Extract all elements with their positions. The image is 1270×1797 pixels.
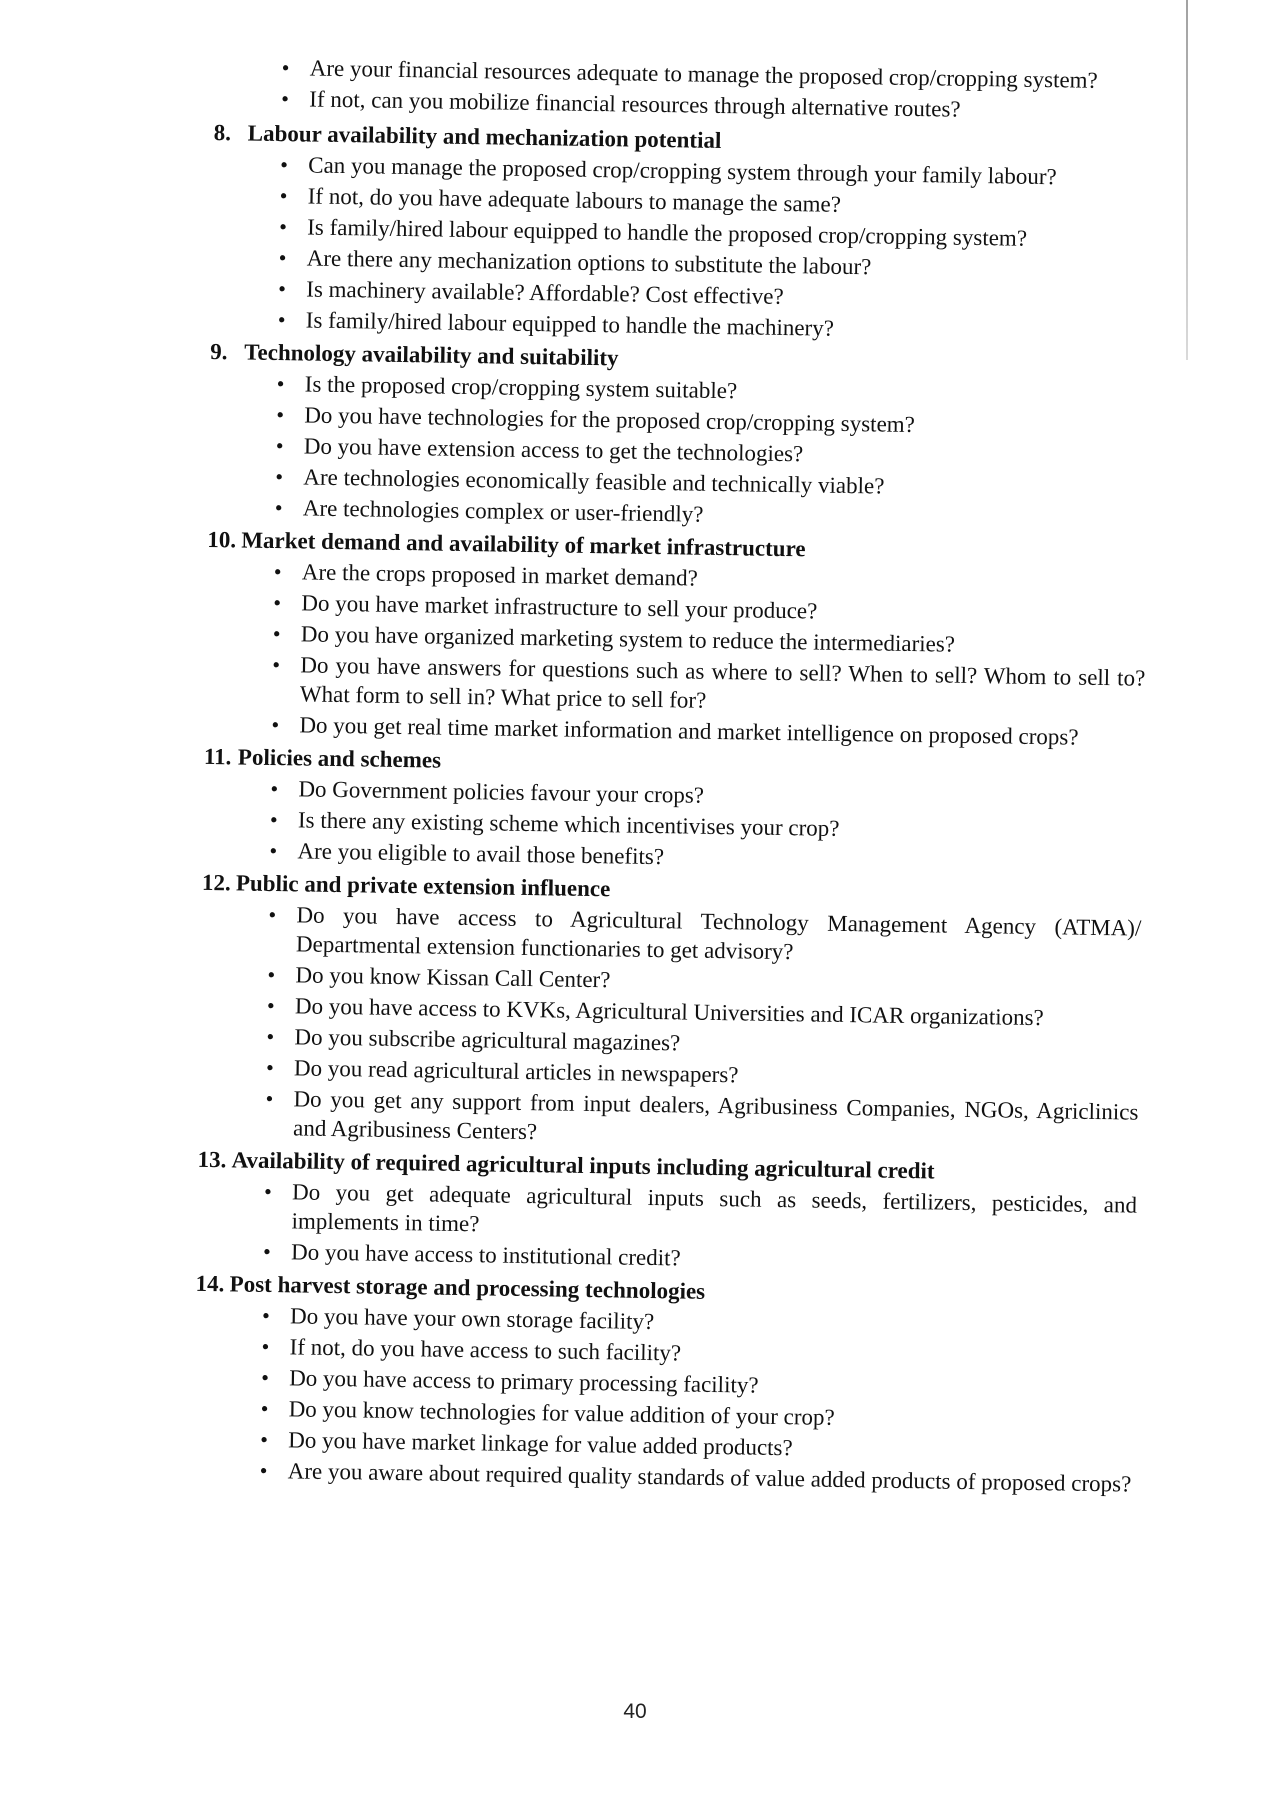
section-number: 10. (207, 526, 237, 553)
list-item: • Do you have your own storage facility? (290, 1301, 1135, 1343)
list-item: • If not, do you have access to such facility? (289, 1332, 1134, 1374)
list-item: • If not, do you have adequate labours to manage the same? (308, 181, 1153, 223)
section-market (204, 525, 1147, 753)
bullet-list (204, 556, 1147, 753)
section-labour (211, 118, 1154, 348)
list-item: • Do you read agricultural articles in newspapers? (294, 1053, 1139, 1095)
section-number: 9. (210, 338, 228, 365)
list-item: • Is the proposed crop/cropping system suitable? (305, 369, 1150, 411)
list-item: • Do you subscribe agricultural magazines? (294, 1022, 1139, 1064)
section-title: Post harvest storage and processing technologies (229, 1271, 706, 1304)
list-item: • Do you have market infrastructure to sell your produce? (301, 588, 1146, 630)
bullet-list (193, 1300, 1136, 1499)
list-item: • Are your financial resources adequate to manage the proposed crop/cropping system? (310, 53, 1155, 95)
bullet-list (198, 899, 1142, 1156)
bullet-list (211, 149, 1154, 348)
page-content (192, 52, 1154, 1503)
section-title: Market demand and availability of market infrastructure (241, 527, 806, 562)
section-number: 12. (201, 869, 231, 896)
list-item: • Do you have technologies for the proposed crop/cropping system? (304, 400, 1149, 442)
section-number: 8. (213, 119, 232, 146)
list-item: • Are there any mechanization options to substitute the labour? (307, 243, 1152, 285)
section-title: Public and private extension influence (235, 870, 611, 902)
list-item: • Do Government policies favour your crops? (298, 774, 1143, 816)
section-title: Technology availability and suitability (244, 339, 619, 371)
list-item: • Are technologies economically feasible and technically viable? (303, 462, 1148, 504)
list-item: • Are the crops proposed in market demand? (302, 557, 1147, 599)
section-title: Availability of required agricultural inputs including agricultural credit (231, 1147, 935, 1184)
list-item: • Do you have access to Agricultural Technology Management Agency (ATMA)/ Departmental extension functionaries to get advisory? (296, 900, 1142, 971)
section-number: 14. (195, 1270, 225, 1297)
section-policies (202, 742, 1144, 879)
list-item: • Do you know Kissan Call Center? (295, 960, 1140, 1002)
bullet-list (202, 773, 1143, 879)
list-item: • Do you get any support from input dealers, Agribusiness Companies, NGOs, Agriclinics and Agribusiness Centers? (293, 1084, 1139, 1155)
page-number: 40 (623, 1700, 647, 1723)
section-number: 11. (203, 743, 232, 770)
list-item: • Is family/hired labour equipped to handle the machinery? (306, 305, 1151, 347)
section-extension (198, 868, 1142, 1156)
section-title: Labour availability and mechanization potential (247, 120, 722, 153)
list-item: • Do you have access to institutional credit? (291, 1237, 1136, 1279)
list-item: • Do you get real time market information and market intelligence on proposed crops? (299, 710, 1144, 752)
section-post-harvest (193, 1269, 1136, 1499)
list-item: • If not, can you mobilize financial resources through alternative routes? (309, 84, 1154, 126)
list-item: • Is family/hired labour equipped to handle the proposed crop/cropping system? (307, 212, 1152, 254)
list-item: • Is machinery available? Affordable? Cost effective? (306, 274, 1151, 316)
list-item: • Are technologies complex or user-friendly? (303, 493, 1148, 535)
list-item: • Do you have access to KVKs, Agricultural Universities and ICAR organizations? (295, 991, 1140, 1033)
list-item: • Is there any existing scheme which incentivises your crop? (298, 805, 1143, 847)
bullet-list (208, 368, 1150, 536)
bullet-list (196, 1176, 1137, 1280)
list-item: • Do you know technologies for value addition of your crop? (288, 1394, 1133, 1436)
scan-edge-line (1186, 0, 1188, 360)
section-inputs-credit (196, 1145, 1138, 1280)
list-item: • Are you aware about required quality standards of value added products of proposed crops? (287, 1456, 1132, 1498)
list-item: • Do you get adequate agricultural inputs such as seeds, fertilizers, pesticides, and implements in time? (291, 1177, 1137, 1248)
list-item: • Do you have organized marketing system to reduce the intermediaries? (301, 619, 1146, 661)
list-item: • Can you manage the proposed crop/cropping system through your family labour? (308, 150, 1153, 192)
section-technology (208, 337, 1151, 536)
section-title: Policies and schemes (237, 744, 442, 773)
list-item: • Do you have access to primary processing facility? (289, 1363, 1134, 1405)
list-item: • Do you have extension access to get the technologies? (304, 431, 1149, 473)
intro-bullet-list (214, 52, 1155, 127)
list-item: • Do you have market linkage for value added products? (288, 1425, 1133, 1467)
list-item: • Are you eligible to avail those benefits? (297, 836, 1142, 878)
list-item: • Do you have answers for questions such as where to sell? When to sell? Whom to sell to? What form to sell in? What price to sell for? (300, 650, 1146, 721)
section-number: 13. (197, 1146, 227, 1173)
